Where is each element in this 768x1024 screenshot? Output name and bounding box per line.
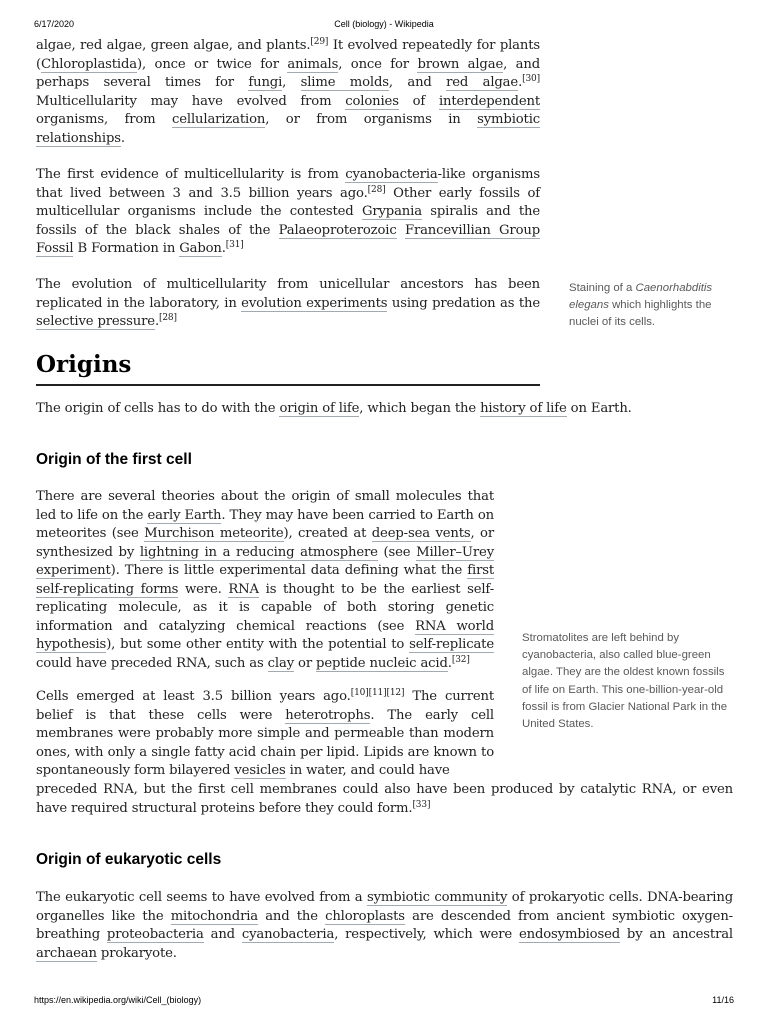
text-run: , or from organisms in	[265, 112, 478, 127]
text-run: . They may have been carried to Earth on meteorites (see	[36, 507, 494, 541]
wiki-link[interactable]: Palaeoproterozoic	[278, 222, 397, 238]
text-run: and	[203, 927, 242, 942]
paragraph-laboratory-replication	[36, 276, 540, 332]
print-title: Cell (biology) - Wikipedia	[334, 19, 434, 29]
wiki-link[interactable]: mitochondria	[170, 908, 259, 924]
text-run: .	[447, 655, 452, 671]
wiki-link[interactable]: RNA world hypothesis	[36, 618, 494, 652]
text-run: The first evidence of multicellularity is from	[36, 167, 346, 182]
text-run: ), but some other entity with the potential to	[106, 637, 410, 652]
wiki-link[interactable]: cellularization	[172, 112, 266, 127]
paragraph-multicellularity-evolution	[36, 37, 540, 148]
wiki-link[interactable]: vesicles	[234, 763, 286, 778]
wiki-link[interactable]: cyanobacteria	[241, 927, 335, 942]
text-run: The current belief is that these cells were	[36, 689, 494, 723]
page-number: 11/16	[712, 995, 734, 1005]
wiki-link[interactable]: interdependent	[438, 93, 540, 109]
text-run: .	[154, 314, 159, 329]
text-run	[397, 223, 405, 238]
wiki-link[interactable]: proteobacteria	[106, 927, 204, 942]
text-run: It evolved repeatedly for plants (	[36, 38, 540, 72]
image-caption-stromatolites: Stromatolites are left behind by cyanobacteria, also called blue-green algae. They are the oldest known fossils of life on Earth. This one-billion-year-old fossil is from Glacier National Park in the United States.	[522, 632, 728, 731]
section-heading-origins: Origins	[36, 350, 540, 386]
wiki-link[interactable]: peptide nucleic acid	[316, 655, 448, 671]
text-run: ,	[282, 75, 301, 90]
text-run: were.	[178, 581, 229, 597]
text-run: algae, red algae, green algae, and plants.	[36, 38, 311, 53]
paragraph-cells-emerged	[36, 688, 494, 781]
paragraph-cells-emerged-continued	[36, 781, 733, 818]
wiki-link[interactable]: symbiotic community	[367, 890, 508, 905]
wiki-link[interactable]: selective pressure	[36, 314, 155, 329]
wiki-link[interactable]: clay	[267, 655, 294, 671]
wiki-link[interactable]: Gabon	[179, 241, 222, 256]
citation-ref[interactable]: [10][11][12]	[350, 688, 405, 699]
text-run: , which began the	[359, 401, 481, 416]
text-run: of	[398, 93, 439, 109]
text-run: . The early cell membranes were probably more simple and permeable than modern ones, with only a single fatty acid chain per lipid. Lipids are known to spontaneously form bilayered	[36, 707, 495, 778]
wiki-link[interactable]: archaean	[36, 945, 97, 961]
text-run: which highlights the nuclei of its cells.	[569, 299, 712, 329]
wiki-link[interactable]: lightning in a reducing atmosphere	[139, 544, 378, 560]
text-run: B Formation in	[73, 241, 180, 256]
text-run: Staining of a	[569, 282, 636, 294]
text-run: organisms, from	[36, 112, 173, 127]
wiki-link[interactable]: origin of life	[279, 401, 360, 416]
text-run: There are several theories about the origin of small molecules that led to life on the	[36, 489, 494, 523]
wiki-link[interactable]: heterotrophs	[285, 707, 371, 723]
wiki-link[interactable]: fungi	[248, 75, 283, 90]
text-run: The eukaryotic cell seems to have evolved from a	[36, 890, 367, 905]
subsection-heading-first-cell: Origin of the first cell	[36, 451, 192, 468]
wiki-link[interactable]: RNA	[228, 581, 259, 597]
citation-ref[interactable]: [28]	[158, 313, 177, 324]
wiki-link[interactable]: colonies	[345, 93, 399, 109]
wiki-link[interactable]: slime molds	[300, 75, 389, 90]
wiki-link[interactable]: deep-sea vents	[371, 526, 471, 541]
subsection-heading-eukaryotic-cells: Origin of eukaryotic cells	[36, 851, 222, 868]
wiki-link[interactable]: early Earth	[147, 507, 222, 523]
image-caption-c-elegans	[569, 280, 729, 332]
wiki-link[interactable]: endosymbiosed	[518, 927, 621, 942]
wiki-link[interactable]: red algae	[446, 75, 519, 90]
text-run: preceded RNA, but the first cell membranes could also have been produced by catalytic RNA, or even have required structural proteins before they could form.	[36, 782, 733, 816]
wiki-link[interactable]: symbiotic relationships	[36, 112, 540, 146]
text-run: .	[221, 241, 226, 256]
citation-ref[interactable]: [29]	[310, 37, 329, 48]
text-run: ). There is little experimental data defining what the	[110, 563, 468, 578]
text-run: , or synthesized by	[36, 526, 494, 560]
text-run: are descended from ancient symbiotic oxygen-breathing	[36, 908, 733, 942]
text-run: ), created at	[283, 526, 372, 541]
text-run: by an ancestral	[620, 927, 734, 942]
text-run: Multicellularity may have evolved from	[36, 93, 346, 109]
text-run: spiralis and the fossils of the black shales of the	[36, 204, 540, 238]
wiki-link[interactable]: Grypania	[361, 204, 422, 219]
text-run: , once for	[338, 56, 418, 72]
text-run: prokaryote.	[96, 945, 177, 961]
citation-ref[interactable]: [31]	[225, 240, 244, 251]
text-run: .	[518, 75, 523, 90]
text-run: Other early fossils of multicellular organisms include the contested	[36, 185, 540, 219]
text-run: could have preceded RNA, such as	[36, 655, 268, 671]
text-run: -like organisms that lived between 3 and 3.5 billion years ago.	[36, 167, 540, 201]
text-run: .	[120, 130, 125, 146]
paragraph-small-molecules-origin	[36, 488, 494, 673]
text-run: , and perhaps several times for	[36, 56, 540, 90]
text-run: of prokaryotic cells. DNA-bearing organelles like the	[36, 890, 733, 924]
wiki-link[interactable]: cyanobacteria	[345, 167, 438, 182]
text-run: is thought to be the earliest self-replicating molecule, as it is capable of both storing genetic information and catalyzing chemical reactions (see	[36, 581, 494, 634]
wiki-link[interactable]: Murchison meteorite	[144, 526, 284, 541]
wiki-link[interactable]: Miller–Urey experiment	[36, 544, 494, 578]
wiki-link[interactable]: self-replicate	[409, 637, 494, 652]
paragraph-origin-of-cells	[36, 400, 736, 419]
wiki-link[interactable]: Chloroplastida	[41, 56, 137, 72]
text-run: using predation as the	[387, 295, 541, 311]
text-run: The evolution of multicellularity from unicellular ancestors has been replicated in the laboratory, in	[36, 277, 540, 311]
text-run: or	[294, 655, 317, 671]
paragraph-eukaryotic-origin	[36, 889, 733, 963]
wiki-link[interactable]: brown algae	[417, 56, 504, 72]
citation-ref[interactable]: [32]	[451, 654, 470, 665]
wiki-link[interactable]: Francevillian Group Fossil	[36, 222, 540, 256]
text-run: and the	[258, 908, 326, 924]
text-run: , and	[388, 75, 447, 90]
wiki-link[interactable]: history of life	[480, 401, 567, 416]
species-name: Caenorhabditis elegans	[569, 282, 713, 312]
wiki-link[interactable]: chloroplasts	[325, 908, 405, 924]
wiki-link[interactable]: evolution experiments	[241, 295, 388, 311]
text-run: Cells emerged at least 3.5 billion years ago.	[36, 689, 351, 704]
text-run: in water, and could have	[285, 763, 450, 778]
print-url: https://en.wikipedia.org/wiki/Cell_(biology)	[34, 995, 202, 1005]
text-run: The origin of cells has to do with the	[36, 401, 280, 416]
text-run: , respectively, which were	[334, 927, 519, 942]
paragraph-first-evidence	[36, 166, 540, 259]
citation-ref[interactable]: [30]	[522, 74, 540, 85]
citation-ref[interactable]: [33]	[412, 799, 431, 810]
wiki-link[interactable]: animals	[287, 56, 339, 72]
text-run: on Earth.	[566, 401, 632, 416]
citation-ref[interactable]: [28]	[367, 184, 386, 195]
text-run: (see	[377, 544, 417, 560]
text-run: ), once or twice for	[137, 56, 288, 72]
print-date: 6/17/2020	[34, 19, 75, 29]
wiki-link[interactable]: first self-replicating forms	[36, 563, 494, 597]
